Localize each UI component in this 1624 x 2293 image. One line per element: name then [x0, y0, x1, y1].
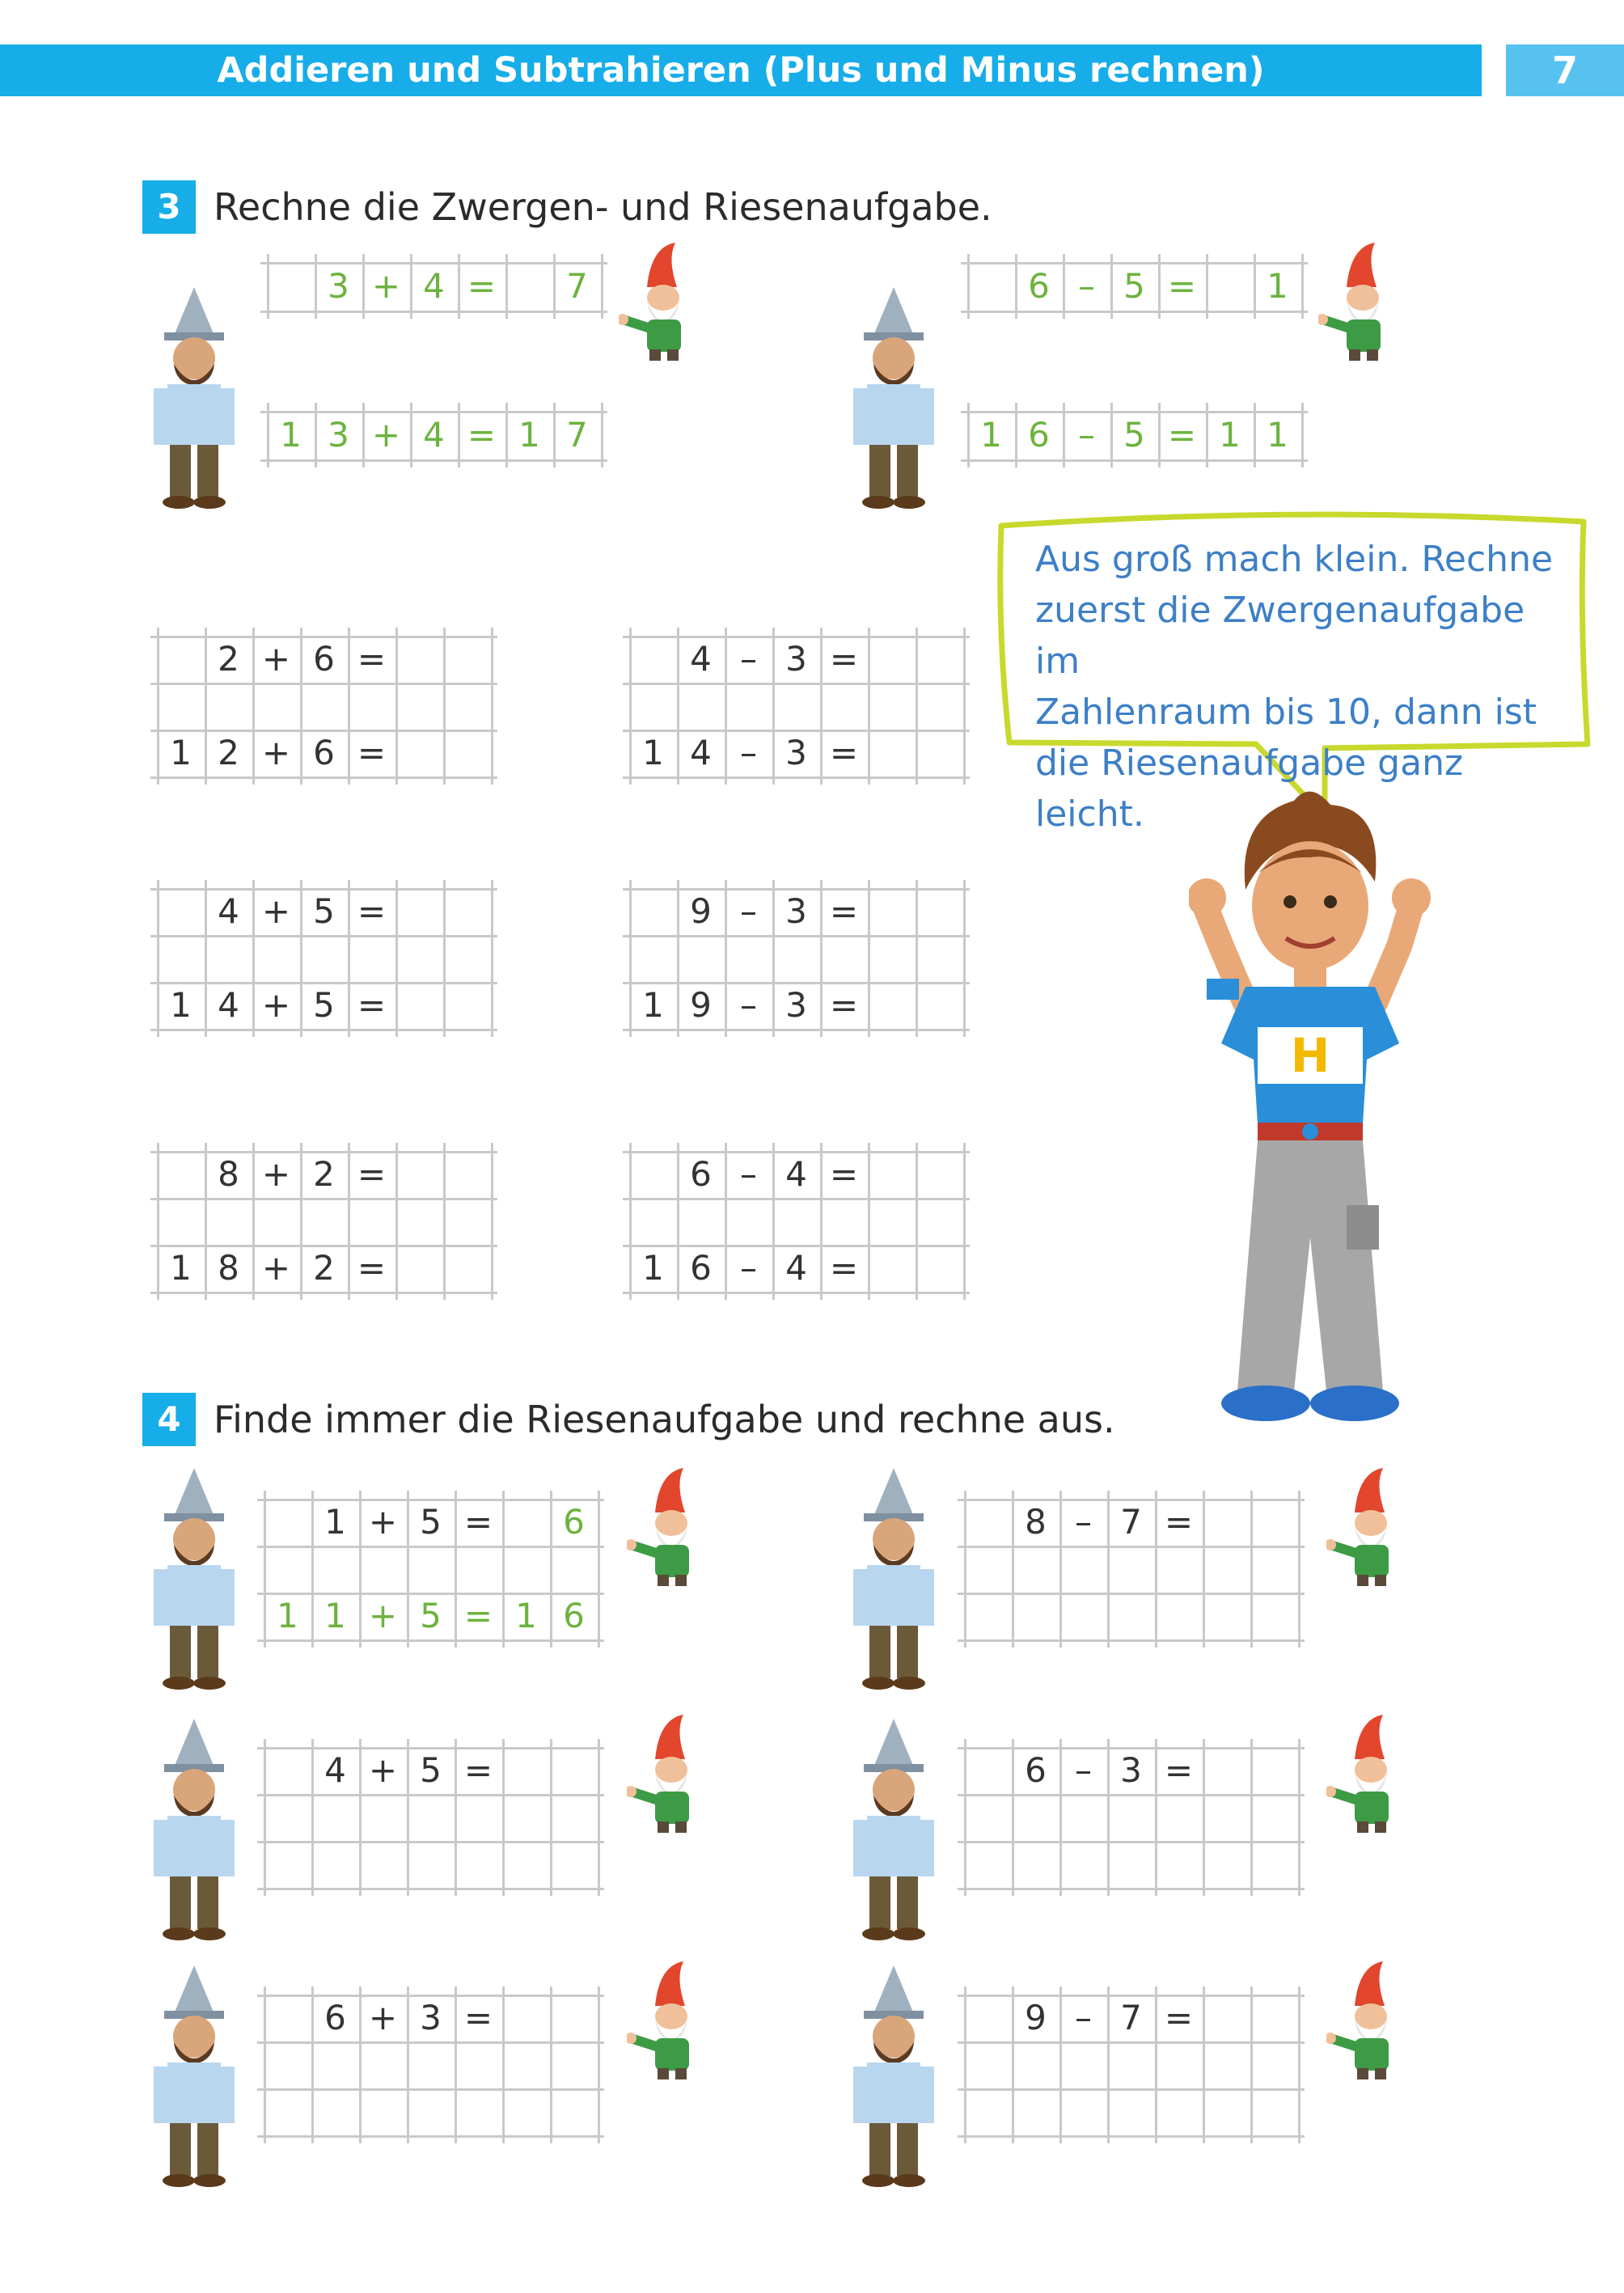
grid-cell: 3: [785, 985, 807, 1025]
gnome-illustration: [1326, 1961, 1403, 2083]
grid-cell: =: [1167, 415, 1197, 455]
grid-cell: 1: [324, 1502, 346, 1542]
grid-cell: =: [829, 733, 859, 772]
exercise-grid: [157, 888, 523, 1061]
grid-cell: 1: [642, 733, 664, 772]
grid-cell: 1: [642, 985, 664, 1025]
grid-cell: =: [463, 1596, 493, 1635]
grid-cell: =: [357, 1154, 387, 1194]
grid-cell: =: [463, 1502, 493, 1542]
grid-cell: 6: [1028, 266, 1050, 306]
riesenaufgabe-grid: [964, 1499, 1330, 1672]
grid-cell: 5: [420, 1596, 442, 1635]
grid-cell: –: [740, 985, 757, 1025]
exercise-grid: [629, 888, 996, 1061]
grid-cell: 3: [785, 733, 807, 772]
example-grid-subtraction: [967, 262, 1334, 343]
gnome-illustration: [619, 243, 696, 364]
example-grid-addition-giant: [267, 411, 633, 492]
grid-cell: =: [829, 639, 859, 679]
riesenaufgabe-grid: [264, 1499, 630, 1672]
grid-cell: =: [357, 891, 387, 931]
riesenaufgabe-grid: [964, 1747, 1330, 1920]
grid-cell: 1: [980, 415, 1002, 455]
grid-cell: +: [368, 1502, 398, 1542]
giant-illustration: [150, 1719, 239, 1945]
grid-cell: 3: [420, 1998, 442, 2037]
grid-cell: +: [261, 1248, 291, 1288]
grid-cell: –: [1075, 1502, 1092, 1542]
task-4-badge: 4: [142, 1393, 196, 1446]
gnome-illustration: [1318, 243, 1395, 364]
grid-cell: 3: [328, 266, 349, 306]
grid-cell: 1: [170, 985, 192, 1025]
grid-cell: –: [1075, 1998, 1092, 2037]
grid-cell: =: [357, 639, 387, 679]
grid-cell: =: [1164, 1998, 1194, 2037]
grid-cell: 1: [170, 1248, 192, 1288]
grid-cell: =: [467, 415, 497, 455]
grid-cell: 6: [563, 1502, 585, 1542]
grid-cell: –: [1078, 266, 1095, 306]
grid-cell: =: [357, 733, 387, 772]
grid-cell: 4: [690, 733, 712, 772]
example-grid-subtraction-giant: [967, 411, 1334, 492]
grid-cell: 9: [1025, 1998, 1047, 2037]
grid-cell: 1: [1267, 266, 1288, 306]
grid-cell: 8: [1025, 1502, 1047, 1542]
grid-cell: 1: [1267, 415, 1288, 455]
speech-line: Zahlenraum bis 10, dann ist: [1035, 692, 1537, 733]
grid-cell: =: [829, 891, 859, 931]
grid-cell: 1: [277, 1596, 298, 1635]
exercise-grid: [157, 1151, 523, 1324]
grid-cell: 3: [785, 891, 807, 931]
grid-cell: –: [1075, 1750, 1092, 1790]
grid-cell: 7: [1120, 1998, 1142, 2037]
grid-cell: 1: [1219, 415, 1241, 455]
grid-cell: 4: [423, 415, 445, 455]
grid-cell: 4: [218, 891, 239, 931]
grid-cell: 5: [1123, 266, 1145, 306]
speech-line: Aus groß mach klein. Rechne: [1035, 539, 1554, 580]
grid-cell: 6: [313, 639, 335, 679]
grid-cell: 4: [690, 639, 712, 679]
grid-cell: 6: [313, 733, 335, 772]
page-header-title: Addieren und Subtrahieren (Plus und Minus rechnen): [0, 44, 1482, 96]
task-3-badge: 3: [142, 180, 196, 234]
grid-cell: +: [261, 1154, 291, 1194]
grid-cell: –: [740, 891, 757, 931]
gnome-illustration: [627, 1961, 704, 2083]
grid-cell: 2: [218, 639, 239, 679]
svg-text:H: H: [1290, 1028, 1330, 1083]
grid-cell: 4: [324, 1750, 346, 1790]
grid-cell: =: [463, 1998, 493, 2037]
grid-cell: +: [368, 1596, 398, 1635]
exercise-grid: [157, 636, 523, 809]
grid-cell: 8: [218, 1154, 239, 1194]
grid-cell: 3: [1120, 1750, 1142, 1790]
grid-cell: =: [829, 1154, 859, 1194]
gnome-illustration: [627, 1715, 704, 1836]
grid-cell: –: [740, 1154, 757, 1194]
giant-illustration: [849, 1468, 938, 1694]
riesenaufgabe-grid: [264, 1747, 630, 1920]
task-4-instruction: Finde immer die Riesenaufgabe und rechne aus.: [214, 1398, 1115, 1441]
grid-cell: 7: [1120, 1502, 1142, 1542]
grid-cell: 1: [324, 1596, 346, 1635]
grid-cell: =: [829, 1248, 859, 1288]
giant-illustration: [150, 1468, 239, 1694]
giant-illustration: [849, 1965, 938, 2192]
grid-cell: 6: [690, 1154, 712, 1194]
riesenaufgabe-grid: [964, 1995, 1330, 2168]
grid-cell: 9: [690, 985, 712, 1025]
giant-illustration: [849, 1719, 938, 1945]
grid-cell: +: [261, 639, 291, 679]
grid-cell: 6: [563, 1596, 585, 1635]
grid-cell: 1: [280, 415, 302, 455]
grid-cell: 5: [420, 1750, 442, 1790]
task-3-instruction: Rechne die Zwergen- und Riesenaufgabe.: [214, 185, 992, 229]
grid-cell: 9: [690, 891, 712, 931]
gnome-illustration: [627, 1468, 704, 1589]
page-number: 7: [1506, 44, 1624, 96]
grid-cell: 6: [1025, 1750, 1047, 1790]
grid-cell: =: [829, 985, 859, 1025]
grid-cell: 6: [324, 1998, 346, 2037]
giant-illustration: [150, 287, 239, 514]
giant-illustration: [849, 287, 938, 514]
grid-cell: =: [357, 1248, 387, 1288]
grid-cell: 1: [518, 415, 540, 455]
example-grid-addition: [267, 262, 633, 343]
boy-mascot-illustration: [1189, 785, 1432, 1432]
speech-line: zuerst die Zwergenaufgabe im: [1035, 590, 1525, 682]
gnome-illustration: [1326, 1468, 1403, 1589]
grid-cell: =: [1164, 1502, 1194, 1542]
grid-cell: =: [463, 1750, 493, 1790]
grid-cell: 1: [642, 1248, 664, 1288]
grid-cell: –: [740, 639, 757, 679]
grid-cell: 7: [566, 415, 588, 455]
gnome-illustration: [1326, 1715, 1403, 1836]
grid-cell: 2: [313, 1248, 335, 1288]
grid-cell: 4: [785, 1248, 807, 1288]
grid-cell: –: [740, 1248, 757, 1288]
grid-cell: +: [261, 891, 291, 931]
grid-cell: 5: [420, 1502, 442, 1542]
grid-cell: 4: [423, 266, 445, 306]
grid-cell: 2: [313, 1154, 335, 1194]
grid-cell: 7: [566, 266, 588, 306]
grid-cell: +: [368, 1998, 398, 2037]
grid-cell: =: [357, 985, 387, 1025]
grid-cell: 8: [218, 1248, 239, 1288]
grid-cell: 5: [313, 985, 335, 1025]
grid-cell: 4: [218, 985, 239, 1025]
grid-cell: +: [261, 733, 291, 772]
grid-cell: 4: [785, 1154, 807, 1194]
grid-cell: 3: [328, 415, 349, 455]
grid-cell: 1: [170, 733, 192, 772]
grid-cell: +: [371, 415, 401, 455]
grid-cell: +: [261, 985, 291, 1025]
grid-cell: 2: [218, 733, 239, 772]
grid-cell: 1: [515, 1596, 537, 1635]
grid-cell: =: [1164, 1750, 1194, 1790]
grid-cell: –: [1078, 415, 1095, 455]
grid-cell: 5: [1123, 415, 1145, 455]
riesenaufgabe-grid: [264, 1995, 630, 2168]
grid-cell: =: [467, 266, 497, 306]
speech-line: die Riesenaufgabe ganz leicht.: [1035, 742, 1464, 835]
grid-cell: 6: [1028, 415, 1050, 455]
grid-cell: 3: [785, 639, 807, 679]
grid-cell: =: [1167, 266, 1197, 306]
grid-cell: 6: [690, 1248, 712, 1288]
exercise-grid: [629, 636, 996, 809]
grid-cell: +: [371, 266, 401, 306]
giant-illustration: [150, 1965, 239, 2192]
grid-cell: +: [368, 1750, 398, 1790]
grid-cell: –: [740, 733, 757, 772]
grid-cell: 5: [313, 891, 335, 931]
exercise-grid: [629, 1151, 996, 1324]
